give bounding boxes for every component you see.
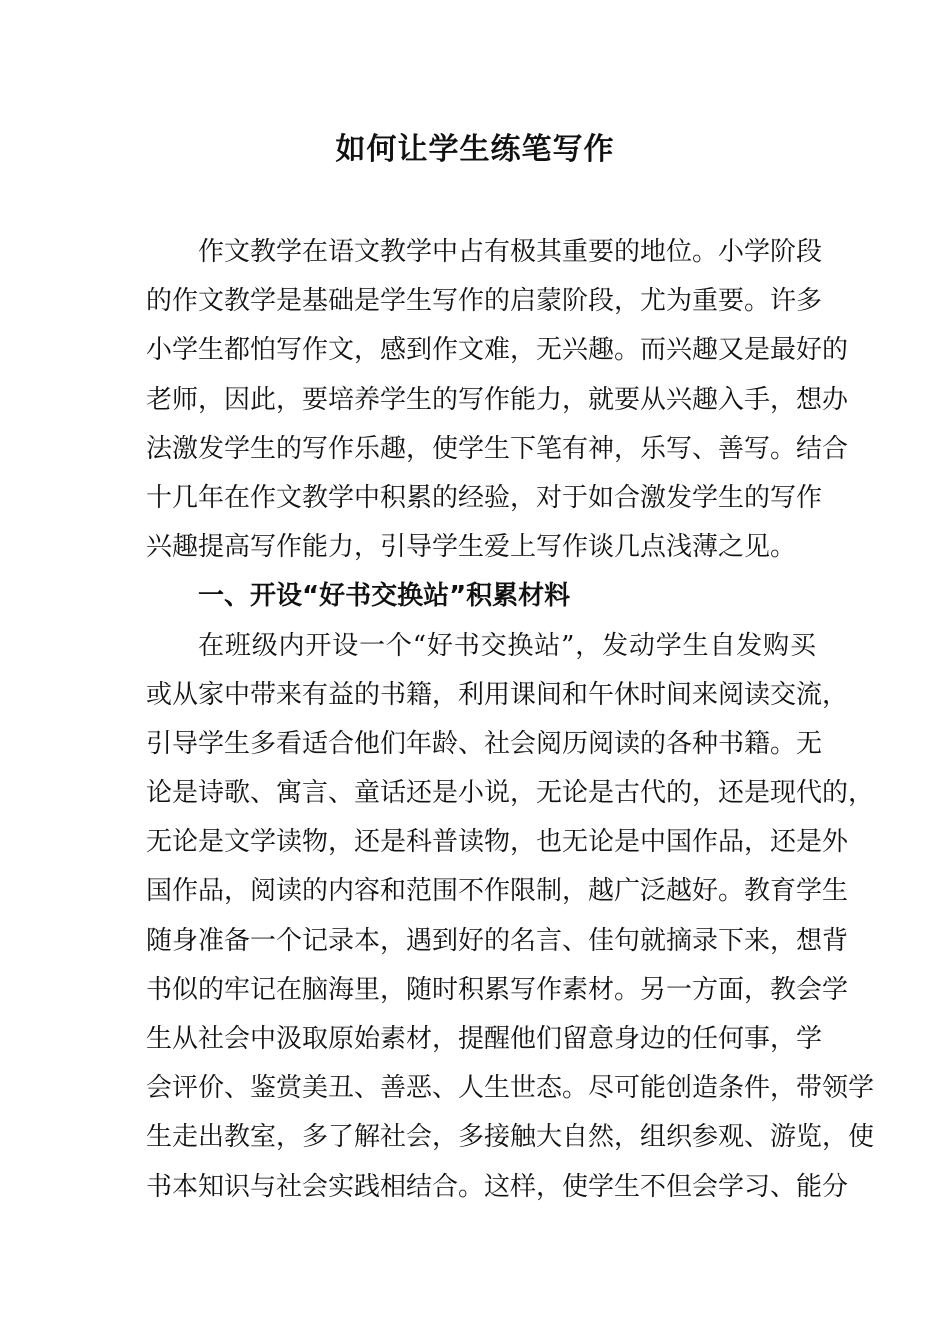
paragraph-line: 国作品，阅读的内容和范围不作限制，越广泛越好。教育学生 — [146, 876, 849, 907]
paragraph-line: 书似的牢记在脑海里，随时积累写作素材。另一方面，教会学 — [146, 974, 849, 1005]
paragraph-line: 十几年在作文教学中积累的经验，对于如合激发学生的写作 — [146, 482, 823, 513]
paragraph-line: 在班级内开设一个“好书交换站”，发动学生自发购买 — [198, 630, 816, 661]
paragraph-line: 会评价、鉴赏美丑、善恶、人生世态。尽可能创造条件，带领学 — [146, 1073, 875, 1104]
paragraph-line: 兴趣提高写作能力，引导学生爱上写作谈几点浅薄之见。 — [146, 532, 797, 563]
paragraph-line: 作文教学在语文教学中占有极其重要的地位。小学阶段 — [198, 237, 823, 267]
document-title: 如何让学生练笔写作 — [335, 132, 615, 167]
paragraph-line: 书本知识与社会实践相结合。这样，使学生不但会学习、能分 — [146, 1171, 849, 1202]
paragraph-line: 小学生都怕写作文，感到作文难，无兴趣。而兴趣又是最好的 — [146, 335, 849, 366]
document-body — [146, 228, 875, 1212]
paragraph-line: 老师，因此，要培养学生的写作能力，就要从兴趣入手，想办 — [146, 384, 849, 415]
paragraph-line: 或从家中带来有益的书籍，利用课间和午休时间来阅读交流， — [146, 679, 849, 710]
paragraph-line: 法激发学生的写作乐趣，使学生下笔有神，乐写、善写。结合 — [146, 433, 849, 464]
paragraph-line: 引导学生多看适合他们年龄、社会阅历阅读的各种书籍。无 — [146, 728, 823, 759]
paragraph-line: 随身准备一个记录本，遇到好的名言、佳句就摘录下来，想背 — [146, 925, 849, 956]
paragraph-line: 论是诗歌、寓言、童话还是小说，无论是古代的，还是现代的， — [146, 778, 875, 809]
paragraph-line: 的作文教学是基础是学生写作的启蒙阶段，尤为重要。许多 — [146, 286, 823, 317]
paragraph-line: 无论是文学读物，还是科普读物，也无论是中国作品，还是外 — [146, 827, 849, 858]
paragraph-line: 生走出教室，多了解社会，多接触大自然，组织参观、游览，使 — [146, 1122, 875, 1153]
section-heading: 一、开设“好书交换站”积累材料 — [198, 581, 571, 612]
paragraph-line: 生从社会中汲取原始素材，提醒他们留意身边的任何事，学 — [146, 1024, 823, 1054]
